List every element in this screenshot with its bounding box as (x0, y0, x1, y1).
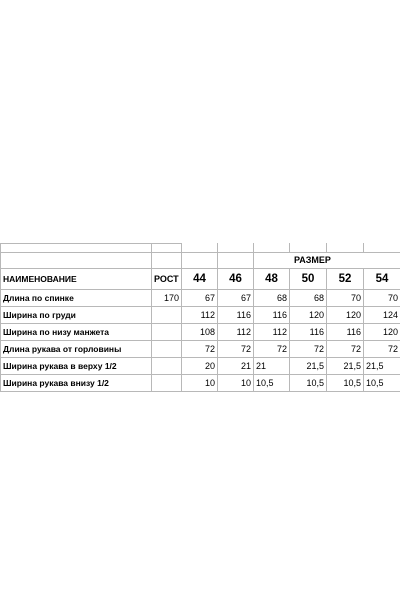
row-value: 72 (327, 341, 364, 358)
size-header-44: 44 (182, 269, 218, 290)
table-row (1, 324, 400, 341)
row-value: 21,5 (290, 358, 327, 375)
row-name: Ширина рукава в верху 1/2 (1, 358, 152, 375)
cell-empty (1, 244, 152, 253)
cell-empty (1, 253, 152, 269)
row-value: 116 (327, 324, 364, 341)
row-name: Ширина по груди (1, 307, 152, 324)
cell-empty (254, 244, 290, 253)
row-rost (152, 375, 182, 392)
row-value: 116 (218, 307, 254, 324)
row-value: 67 (218, 290, 254, 307)
row-value: 72 (290, 341, 327, 358)
size-header-48: 48 (254, 269, 290, 290)
row-value: 21 (254, 358, 290, 375)
size-chart-table (0, 243, 400, 392)
table-row (1, 375, 400, 392)
cell-empty (152, 244, 182, 253)
row-value: 20 (182, 358, 218, 375)
cell-empty (218, 253, 254, 269)
table-row (1, 307, 400, 324)
row-value: 120 (290, 307, 327, 324)
row-value: 72 (182, 341, 218, 358)
row-value: 72 (364, 341, 400, 358)
row-name: Длина рукава от горловины (1, 341, 152, 358)
name-column-header: НАИМЕНОВАНИЕ (1, 269, 152, 290)
row-value: 10,5 (327, 375, 364, 392)
size-header-50: 50 (290, 269, 327, 290)
row-value: 10 (182, 375, 218, 392)
cell-empty (182, 244, 218, 253)
row-value: 10,5 (254, 375, 290, 392)
row-value: 116 (290, 324, 327, 341)
cell-empty (152, 253, 182, 269)
size-chart-sheet (0, 243, 400, 392)
row-value: 70 (364, 290, 400, 307)
cell-empty (218, 244, 254, 253)
row-value: 21,5 (327, 358, 364, 375)
row-value: 72 (254, 341, 290, 358)
row-value: 112 (182, 307, 218, 324)
row-name: Длина по спинке (1, 290, 152, 307)
row-value: 72 (218, 341, 254, 358)
row-value: 108 (182, 324, 218, 341)
size-header-54: 54 (364, 269, 400, 290)
row-rost (152, 324, 182, 341)
razmer-label: РАЗМЕР (254, 253, 400, 269)
row-value: 68 (290, 290, 327, 307)
size-header-46: 46 (218, 269, 254, 290)
size-header-52: 52 (327, 269, 364, 290)
table-row (1, 341, 400, 358)
table-title-row (1, 253, 400, 269)
cell-empty (290, 244, 327, 253)
row-value: 116 (254, 307, 290, 324)
row-rost (152, 307, 182, 324)
row-value: 10 (218, 375, 254, 392)
row-value: 67 (182, 290, 218, 307)
row-value: 120 (327, 307, 364, 324)
table-spacer-row (1, 244, 400, 253)
row-value: 21 (218, 358, 254, 375)
cell-empty (364, 244, 400, 253)
row-name: Ширина рукава внизу 1/2 (1, 375, 152, 392)
row-value: 70 (327, 290, 364, 307)
cell-empty (327, 244, 364, 253)
row-name: Ширина по низу манжета (1, 324, 152, 341)
row-value: 68 (254, 290, 290, 307)
row-rost (152, 358, 182, 375)
row-rost (152, 341, 182, 358)
rost-column-header: РОСТ (152, 269, 182, 290)
row-value: 124 (364, 307, 400, 324)
table-row (1, 290, 400, 307)
row-value: 21,5 (364, 358, 400, 375)
row-rost: 170 (152, 290, 182, 307)
row-value: 120 (364, 324, 400, 341)
row-value: 112 (254, 324, 290, 341)
row-value: 10,5 (290, 375, 327, 392)
row-value: 112 (218, 324, 254, 341)
table-row (1, 358, 400, 375)
row-value: 10,5 (364, 375, 400, 392)
table-header-row (1, 269, 400, 290)
cell-empty (182, 253, 218, 269)
